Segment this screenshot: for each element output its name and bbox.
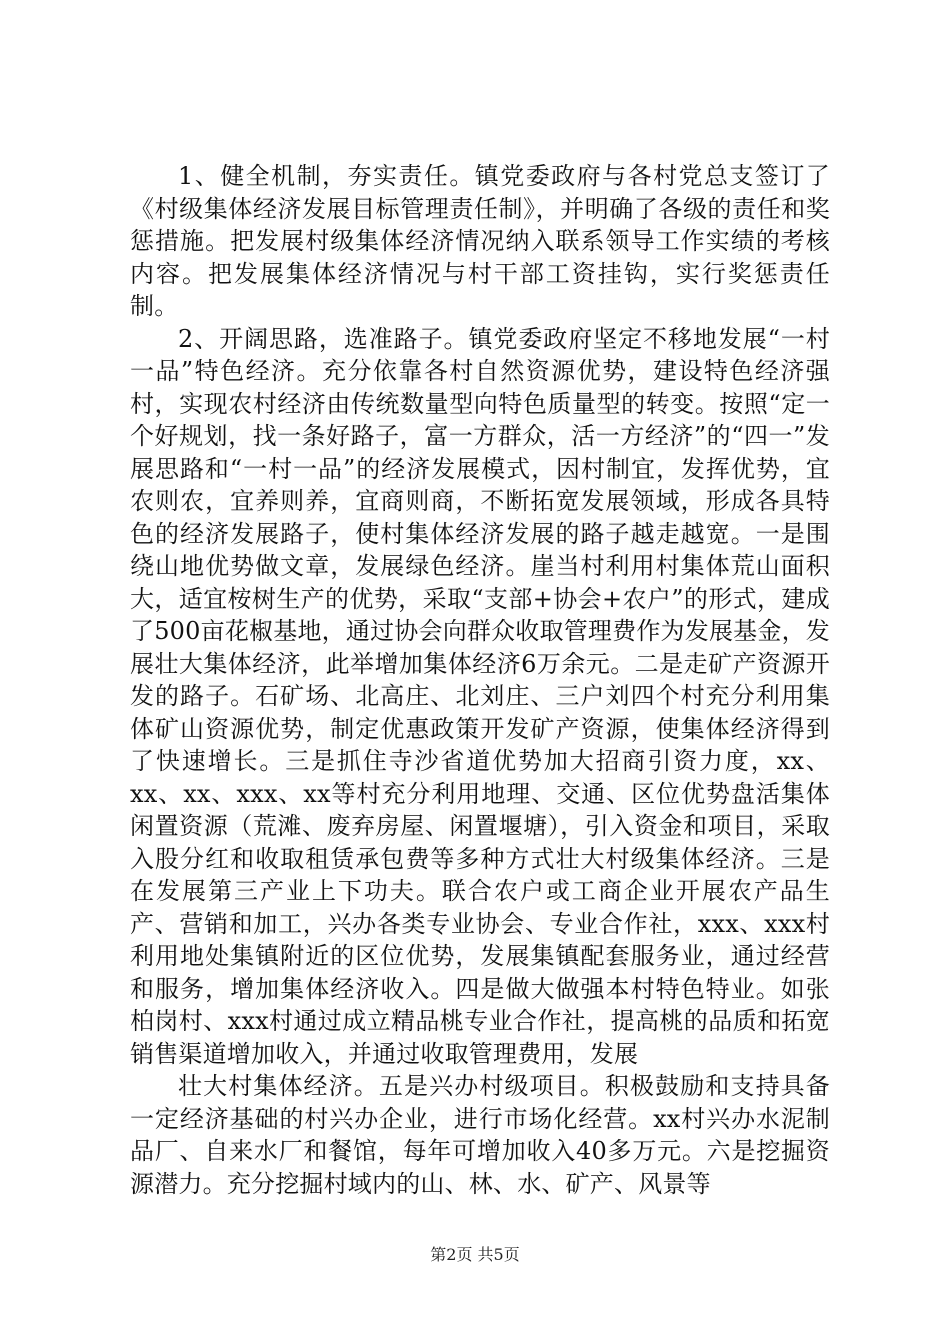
document-body xyxy=(130,160,830,1200)
page-number-footer: 第2页 共5页 xyxy=(430,1245,520,1264)
paragraph-village-projects: 壮大村集体经济。五是兴办村级项目。积极鼓励和支持具备一定经济基础的村兴办企业，进行市场化经营。xx村兴办水泥制品厂、自来水厂和餐馆，每年可增加收入40多万元。六是挖掘资源潜力。充分挖掘村域内的山、林、水、矿产、风景等 xyxy=(130,1072,830,1198)
paragraph-development-paths: 2、开阔思路，选准路子。镇党委政府坚定不移地发展“一村一品”特色经济。充分依靠各村自然资源优势，建设特色经济强村，实现农村经济由传统数量型向特色质量型的转变。按照“定一个好规划，找一条好路子，富一方群众，活一方经济”的“四一”发展思路和“一村一品”的经济发展模式，因村制宜，发挥优势，宜农则农，宜养则养，宜商则商，不断拓宽发展领域，形成各具特色的经济发展路子，使村集体经济发展的路子越走越宽。一是围绕山地优势做文章，发展绿色经济。崖当村利用村集体荒山面积大，适宜桉树生产的优势，采取“支部+协会+农户”的形式，建成了500亩花椒基地，通过协会向群众收取管理费作为发展基金，发展壮大集体经济，此举增加集体经济6万余元。二是走矿产资源开发的路子。石矿场、北高庄、北刘庄、三户刘四个村充分利用集体矿山资源优势，制定优惠政策开发矿产资源，使集体经济得到了快速增长。三是抓住寺沙省道优势加大招商引资力度，xx、xx、xx、xxx、xx等村充分利用地理、交通、区位优势盘活集体闲置资源（荒滩、废弃房屋、闲置堰塘），引入资金和项目，采取入股分红和收取租赁承包费等多种方式壮大村级集体经济。三是在发展第三产业上下功夫。联合农户或工商企业开展农产品生产、营销和加工，兴办各类专业协会、专业合作社，xxx、xxx村利用地处集镇附近的区位优势，发展集镇配套服务业，通过经营和服务，增加集体经济收入。四是做大做强本村特色特业。如张柏岗村、xxx村通过成立精品桃专业合作社，提高桃的品质和拓宽销售渠道增加收入，并通过收取管理费用，发展 xyxy=(130,324,830,1068)
paragraph-responsibility: 1、健全机制，夯实责任。镇党委政府与各村党总支签订了《村级集体经济发展目标管理责任制》，并明确了各级的责任和奖惩措施。把发展村级集体经济情况纳入联系领导工作实绩的考核内容。把发展集体经济情况与村干部工资挂钩，实行奖惩责任制。 xyxy=(130,162,830,320)
